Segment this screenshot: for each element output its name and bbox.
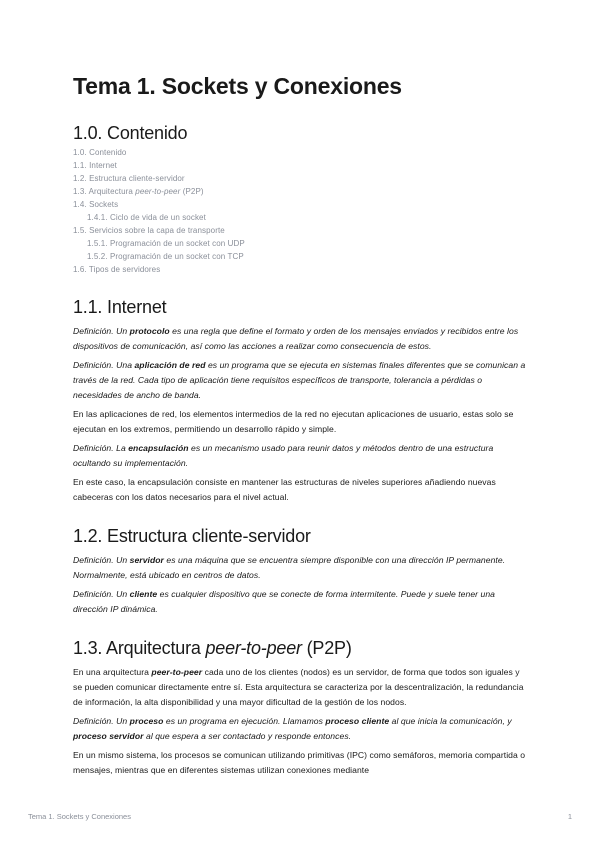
toc-link[interactable]: 1.5.1. Programación de un socket con UDP xyxy=(87,239,245,248)
definition-paragraph: Definición. Un protocolo es una regla que define el formato y orden de los mensajes enviados y recibidos entre los dispositivos de comunicación, así como las acciones a realizar como consecuencia de estos. xyxy=(73,326,519,351)
toc-link[interactable]: 1.4. Sockets xyxy=(73,200,119,209)
toc-link[interactable]: 1.5.2. Programación de un socket con TCP xyxy=(87,252,244,261)
body-paragraph: En una arquitectura peer-to-peer cada uno de los clientes (nodos) es un servidor, de forma que todos son iguales y se pueden comunicar directamente entre sí. Esta arquitectura se caracteriza por la descentralización, la redundancia de información, la alta disponibilidad y una mayor dificultad de la gestión de los nodos. xyxy=(73,667,524,707)
section-heading: 1.1. Internet xyxy=(73,297,167,317)
body-paragraph: En este caso, la encapsulación consiste en mantener las estructuras de niveles superiores añadiendo nuevas cabeceras con los datos necesarios para el nivel actual. xyxy=(73,477,496,502)
body-paragraph: En las aplicaciones de red, los elementos intermedios de la red no ejecutan aplicaciones de usuario, estas solo se ejecutan en los extremos, permitiendo un desarrollo rápido y simple. xyxy=(73,409,514,434)
definition-paragraph: Definición. Un servidor es una máquina que se encuentra siempre disponible con una dirección IP permanente. Normalmente, está ubicado en centros de datos. xyxy=(73,555,506,580)
toc-link[interactable]: 1.5. Servicios sobre la capa de transporte xyxy=(73,226,225,235)
document-page xyxy=(73,72,528,782)
definition-paragraph: Definición. La encapsulación es un mecanismo usado para reunir datos y métodos dentro de una estructura ocultando su implementación. xyxy=(73,443,494,468)
section-heading: 1.3. Arquitectura peer-to-peer (P2P) xyxy=(73,638,352,658)
definition-paragraph: Definición. Una aplicación de red es un programa que se ejecuta en sistemas finales diferentes que se comunican a través de la red. Cada tipo de aplicación tiene requisitos específicos de transporte, tolerancia a pérdidas o necesidades de ancho de banda. xyxy=(73,360,526,400)
body-paragraph: En un mismo sistema, los procesos se comunican utilizando primitivas (IPC) como semáforos, memoria compartida o mensajes, mientras que en diferentes sistemas utilizan conexiones mediante xyxy=(73,750,526,775)
section-heading: 1.2. Estructura cliente-servidor xyxy=(73,526,311,546)
table-of-contents xyxy=(73,146,528,276)
definition-paragraph: Definición. Un cliente es cualquier dispositivo que se conecte de forma intermitente. Puede y suele tener una dirección IP dinámica. xyxy=(73,589,496,614)
page-number: 1 xyxy=(567,812,572,821)
toc-heading: 1.0. Contenido xyxy=(73,123,188,143)
toc-link[interactable]: 1.6. Tipos de servidores xyxy=(73,265,161,274)
toc-link[interactable]: 1.1. Internet xyxy=(73,161,117,170)
toc-link[interactable]: 1.2. Estructura cliente-servidor xyxy=(73,174,185,183)
footer-title: Tema 1. Sockets y Conexiones xyxy=(28,812,131,821)
toc-link[interactable]: 1.4.1. Ciclo de vida de un socket xyxy=(87,213,206,222)
toc-link[interactable]: 1.0. Contenido xyxy=(73,148,127,157)
document-title: Tema 1. Sockets y Conexiones xyxy=(73,73,402,99)
definition-paragraph: Definición. Un proceso es un programa en ejecución. Llamamos proceso cliente al que inicia la comunicación, y proceso servidor al que espera a ser contactado y responde entonces. xyxy=(73,716,512,741)
toc-link[interactable]: 1.3. Arquitectura peer-to-peer (P2P) xyxy=(73,187,204,196)
